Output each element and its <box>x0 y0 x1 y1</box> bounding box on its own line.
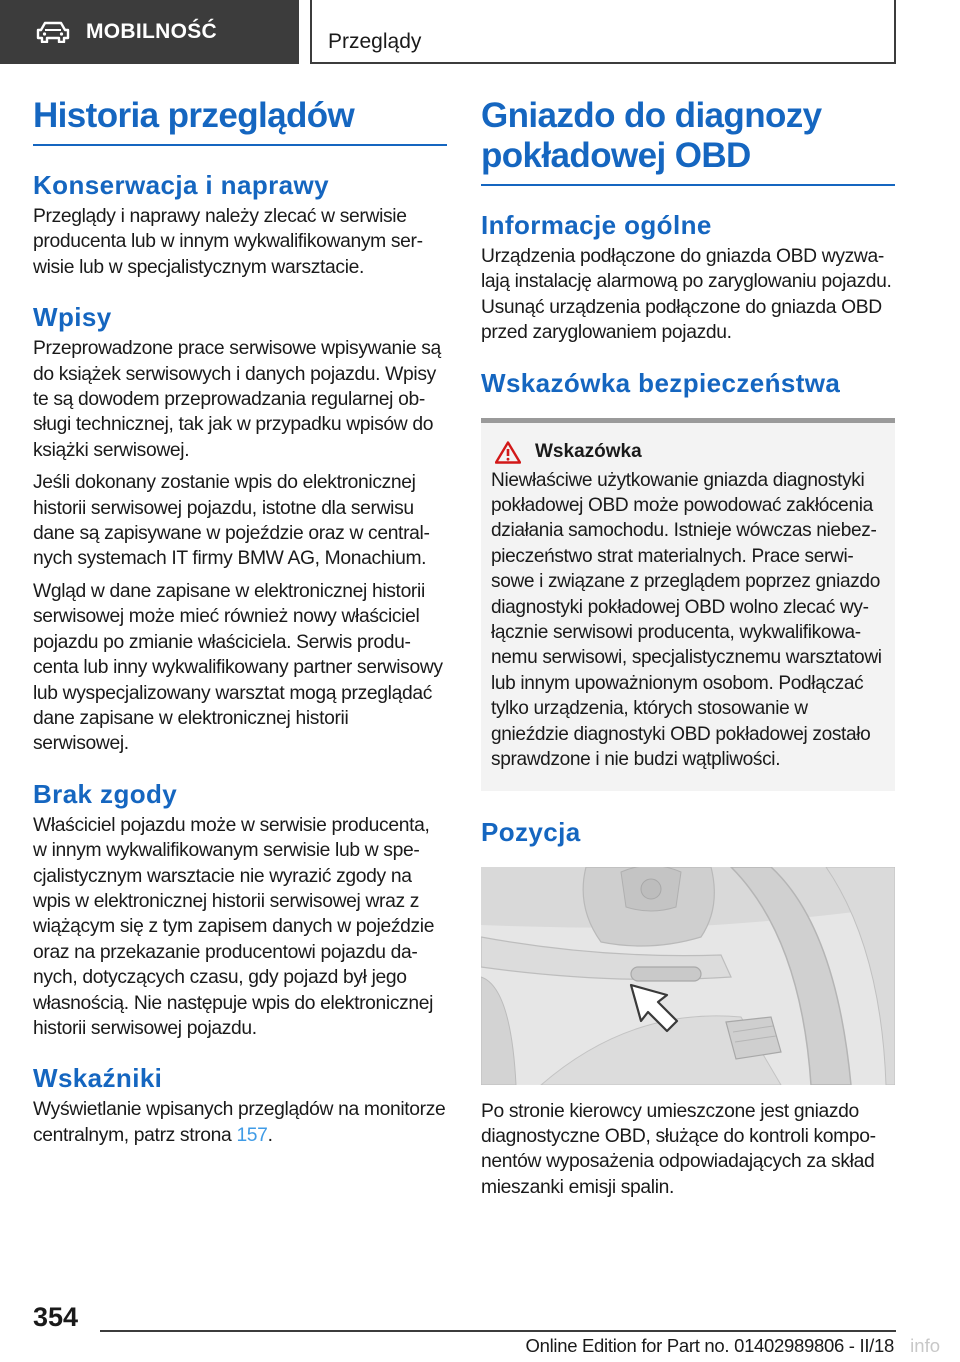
text-no-consent: Właściciel pojazdu może w serwisie producenta, w innym wykwalifikowanym serwisie lub w specjalistycznym warsztacie nie wyrazić zgody na wpis w elektronicznej historii serwisowej wraz z wiążącym się z tym zapisem danych w pojeździe oraz na przekazanie producentowi pojazdu danych, dotyczących czasu, gdy pojazd był jego własnością. Nie następuje wpis do elektronicznej historii serwisowej pojazdu. <box>33 814 435 1039</box>
text-entries-2: Jeśli dokonany zostanie wpis do elektronicznej historii serwisowej pojazdu, istotne dla serwisu dane są zapisywane w pojeździe oraz w centralnych systemach IT firmy BMW AG, Monachium. <box>33 472 430 570</box>
text-general-info: Urządzenia podłączone do gniazda OBD wyzwalają instalację alarmową po zaryglowaniu pojazdu. Usunąć urządzenia podłączone do gniazda OBD przed zaryglowaniem pojazdu. <box>481 246 892 344</box>
warning-triangle-icon <box>495 441 521 464</box>
subheading-entries: Wpisy <box>33 302 112 333</box>
subheading-no-consent: Brak zgody <box>33 778 178 809</box>
car-icon <box>36 21 70 43</box>
page-header-title: Przeglądy <box>328 30 422 53</box>
page-number: 354 <box>33 1302 79 1332</box>
heading-obd-socket: Gniazdo do diagnozy pokładowej OBD <box>481 96 895 186</box>
edition-note: Online Edition for Part no. 01402989806 - II/18 <box>525 1335 894 1356</box>
warning-header <box>495 441 883 464</box>
section-label: MOBILNOŚĆ <box>86 20 218 43</box>
warning-title: Wskazówka <box>535 441 642 463</box>
subheading-general-info: Informacje ogólne <box>481 210 712 240</box>
watermark: info <box>910 1335 940 1356</box>
text-maintenance: Przeglądy i naprawy należy zlecać w serwisie producenta lub w innym wykwalifikowanym serwisie lub w specjalistycznym warsztacie. <box>33 206 424 278</box>
text-indicators-end: . <box>267 1124 273 1146</box>
text-entries-1: Przeprowadzone prace serwisowe wpisywanie są do książek serwisowych i danych pojazdu. Wpisy te są dowodem przeprowadzania regularnej obsługi technicznej, tak jak w przypadku wpisów do książki serwisowej. <box>33 338 441 461</box>
obd-socket-location-illustration <box>481 867 895 1085</box>
subheading-maintenance: Konserwacja i naprawy <box>33 170 329 200</box>
subheading-indicators: Wskaźniki <box>33 1063 163 1094</box>
footer-divider <box>100 1330 896 1332</box>
heading-service-history: Historia przeglądów <box>33 96 447 146</box>
subheading-position: Pozycja <box>481 816 581 847</box>
text-indicators <box>33 1097 447 1148</box>
left-column <box>33 96 447 1148</box>
page-header-box <box>310 0 896 64</box>
right-column <box>481 96 895 1200</box>
subheading-safety: Wskazówka bezpieczeństwa <box>481 367 841 398</box>
text-position: Po stronie kierowcy umieszczone jest gniazdo diagnostyczne OBD, służące do kontroli komponentów wyposażenia odpowiadających za skład mieszanki emisji spalin. <box>481 1100 877 1198</box>
warning-text: Niewłaściwe użytkowanie gniazda diagnostyki pokładowej OBD może powodować zakłócenia działania samochodu. Istnieje wówczas niebezpieczeństwo strat materialnych. Prace serwisowe i związane z przeglądem poprzez gniazdo diagnostyki pokładowej OBD wolno zlecać wyłącznie serwisowi producenta, wykwalifikowanemu serwisowi, specjalistycznemu warsztatowi lub innym upoważnionym osobom. Podłączać tylko urządzenia, których stosowanie w gnieździe diagnostyki OBD pokładowej zostało sprawdzone i nie budzi wątpliwości. <box>491 469 882 771</box>
text-entries-3: Wgląd w dane zapisane w elektronicznej historii serwisowej może mieć również nowy właściciel pojazdu po zmianie właściciela. Serwis producenta lub inny wykwalifikowany partner serwisowy lub wyspecjalizowany warsztat mogą przeglądać dane zapisane w elektronicznej historii serwisowej. <box>33 580 443 755</box>
text-indicators-body: Wyświetlanie wpisanych przeglądów na monitorze centralnym, patrz strona <box>33 1099 446 1146</box>
page-link-157[interactable]: 157 <box>236 1124 268 1146</box>
warning-box <box>481 418 895 791</box>
section-tab <box>0 0 299 64</box>
